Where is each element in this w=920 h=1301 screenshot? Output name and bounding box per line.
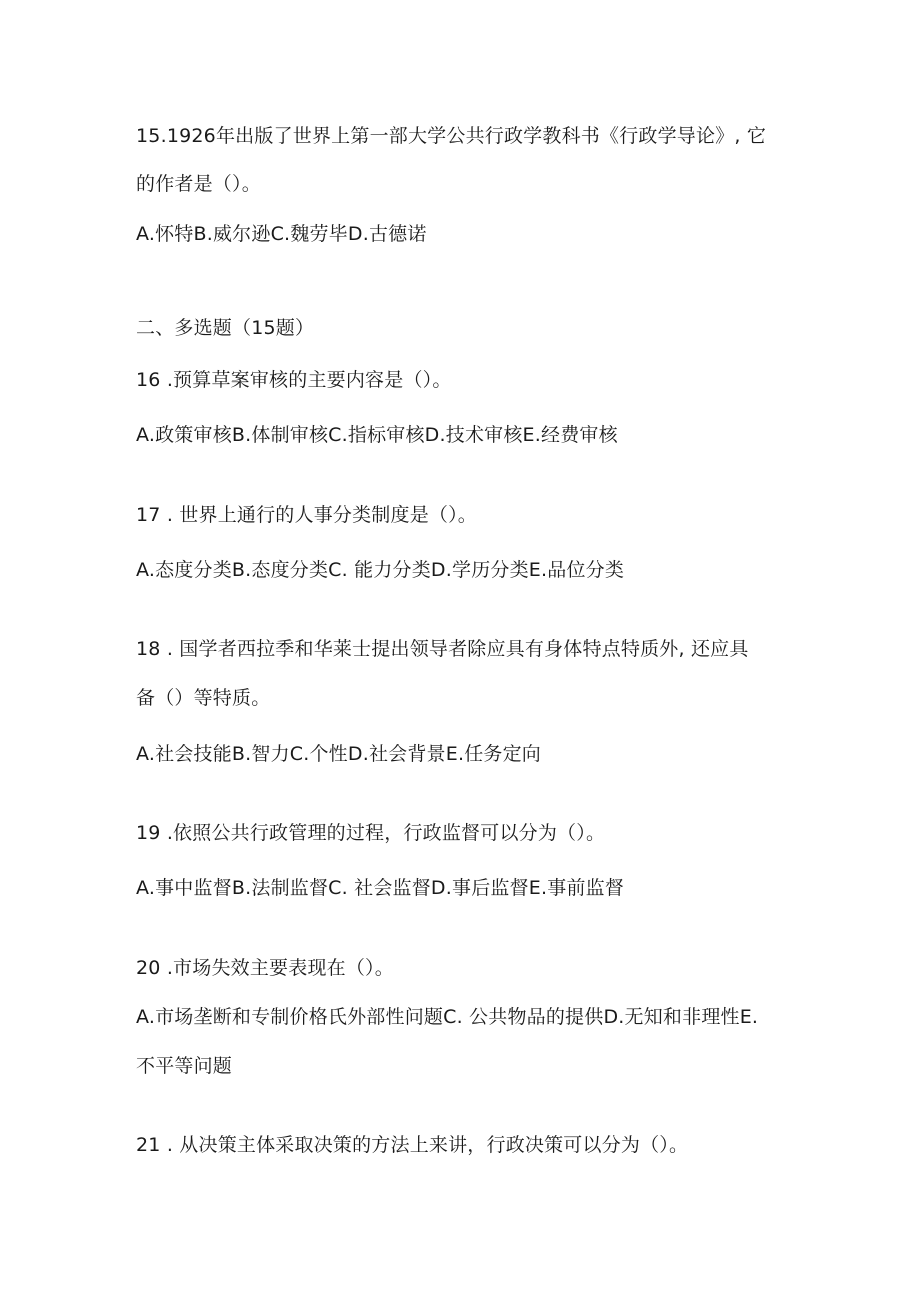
section-heading-multiple-choice: 二、多选题（15题） <box>136 317 315 339</box>
q18-options: A.社会技能B.智力C.个性D.社会背景E.任务定向 <box>136 743 541 765</box>
q19-options: A.事中监督B.法制监督C. 社会监督D.事后监督E.事前监督 <box>136 877 625 899</box>
q17-stem: 17 . 世界上通行的人事分类制度是（）。 <box>136 504 477 526</box>
q17-options: A.态度分类B.态度分类C. 能力分类D.学历分类E.品位分类 <box>136 559 625 581</box>
q18-stem-line2: 备（）等特质。 <box>136 687 271 709</box>
q16-stem: 16 .预算草案审核的主要内容是（）。 <box>136 369 452 391</box>
q20-options-line1: A.市场垄断和专制价格氏外部性问题C. 公共物品的提供D.无知和非理性E. <box>136 1006 759 1028</box>
q18-stem-line1: 18 . 国学者西拉季和华莱士提出领导者除应具有身体特点特质外, 还应具 <box>136 638 749 660</box>
q19-stem: 19 .依照公共行政管理的过程，行政监督可以分为（）。 <box>136 822 606 844</box>
q15-options: A.怀特B.威尔逊C.魏劳毕D.古德诺 <box>136 223 427 245</box>
q20-options-line2: 不平等问题 <box>136 1055 233 1077</box>
q21-stem: 21 . 从决策主体采取决策的方法上来讲，行政决策可以分为（）。 <box>136 1134 689 1156</box>
q16-options: A.政策审核B.体制审核C.指标审核D.技术审核E.经费审核 <box>136 424 618 446</box>
q15-stem-line1: 15.1926年出版了世界上第一部大学公共行政学教科书《行政学导论》, 它 <box>136 125 767 147</box>
q20-stem: 20 .市场失效主要表现在（）。 <box>136 957 394 979</box>
q15-stem-line2: 的作者是（）。 <box>136 173 261 195</box>
